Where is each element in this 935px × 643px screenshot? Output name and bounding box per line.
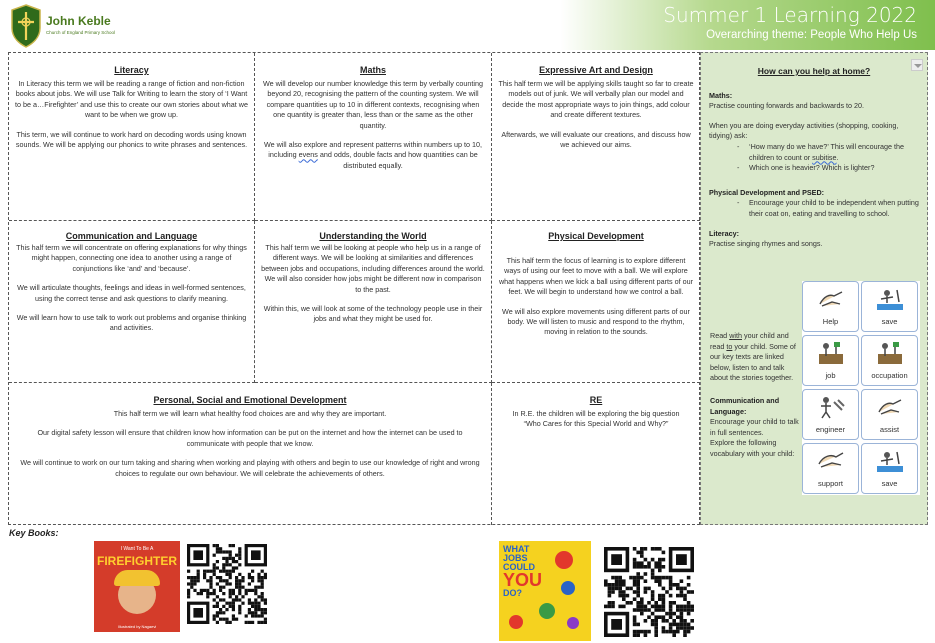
utw-section xyxy=(255,221,492,383)
list-item: - ‘How many do we have?’ This will encourage the children to count or subitise. xyxy=(709,142,919,163)
home-question-list xyxy=(709,142,919,174)
spellcheck-word: evens xyxy=(298,150,318,160)
communication-text-3: We will learn how to use talk to work out problems and organise thinking and activities. xyxy=(16,313,247,333)
pd-text-2: We will also explore movements using different parts of our body. We will listen to music and respond to the rhythm, moving in relation to the sounds. xyxy=(502,306,690,337)
vocab-engineer-card: engineer xyxy=(802,389,859,440)
psed-section xyxy=(9,383,492,525)
vocab-help-card: Help xyxy=(802,281,859,332)
vocab-save-card-2: save xyxy=(861,443,918,494)
illustration-figure-icon xyxy=(509,615,523,629)
re-section xyxy=(492,383,700,525)
home-cl-text-1: Encourage your child to talk in full sentences. xyxy=(710,417,799,437)
home-maths-text: Practise counting forwards and backwards to 20. xyxy=(709,101,865,111)
dropdown-arrow-icon[interactable] xyxy=(911,59,923,71)
school-name: John Keble xyxy=(46,14,111,28)
maths-title: Maths xyxy=(359,65,386,75)
spellcheck-word: subitise xyxy=(812,152,837,162)
pd-section xyxy=(492,221,700,383)
save-person-icon xyxy=(875,448,905,474)
vocab-occupation-card: occupation xyxy=(861,335,918,386)
maths-section xyxy=(255,53,492,221)
school-logo-icon xyxy=(10,4,42,48)
utw-title: Understanding the World xyxy=(319,231,427,241)
maths-text-2: We will also explore and represent patterns within numbers up to 10, including evens and odds, double facts and how quantities can be distributed equally. xyxy=(263,140,482,170)
curriculum-grid xyxy=(8,52,700,525)
home-literacy-text: Practise singing rhymes and songs. xyxy=(709,239,823,249)
engineer-icon xyxy=(816,394,846,420)
qr-code-icon[interactable] xyxy=(187,544,267,624)
list-item: - Encourage your child to be independent when putting their coat on, eating and travelling to school. xyxy=(709,198,919,219)
book1-top-text: I Want To Be A xyxy=(120,546,154,552)
home-cl-text-2: Explore the following vocabulary with your child: xyxy=(710,438,795,458)
utw-text-2: Within this, we will look at some of the technology people use in their jobs and what they might be used for. xyxy=(263,304,483,324)
book-cover-firefighter[interactable] xyxy=(94,541,180,632)
page-subtitle: Overarching theme: People Who Help Us xyxy=(706,29,917,41)
vocab-assist-card: assist xyxy=(861,389,918,440)
communication-section xyxy=(9,221,255,383)
firefighter-helmet-icon xyxy=(114,570,160,586)
book2-title: WHAT JOBS COULD YOU DO? xyxy=(503,544,543,598)
ead-text-1: This half term we will be applying skills taught so far to create models out of junk. We will verbally plan our model and decide the most appropriate ways to join things, add colour and create different textures. xyxy=(498,79,694,120)
assist-hands-icon xyxy=(875,394,905,420)
communication-text-1: This half term we will concentrate on offering explanations for why things might happen, connecting one idea to another using a range of conjunctions like ‘and’ and ‘because’. xyxy=(16,243,247,273)
key-books-label: Key Books: xyxy=(9,528,59,538)
page-header xyxy=(0,0,935,52)
ead-text-2: Afterwards, we will evaluate our creations, and discuss how we achieved our aims. xyxy=(501,129,691,150)
book1-title: FIREFIGHTER xyxy=(97,554,177,568)
home-maths-label: Maths: xyxy=(709,90,733,100)
literacy-text-1: In Literacy this term we will be reading a range of fiction and non-fiction books about jobs. We will use Talk for Writing to learn the story of ‘I Want to be a…Firefighter’ and use this to create our own stories about what we want to be when we grow up. xyxy=(15,79,248,120)
re-title: RE xyxy=(589,395,603,405)
support-hands-icon xyxy=(816,448,846,474)
home-everyday-text: When you are doing everyday activities (shopping, cooking, tidying) ask: xyxy=(709,120,899,141)
page-title: Summer 1 Learning 2022 xyxy=(663,3,917,27)
re-text: In R.E. the children will be exploring the big question “Who Cares for this Special World and Why?” xyxy=(512,409,680,429)
maths-text-1: We will develop our number knowledge this term by verbally counting beyond 20, recognising the pattern of the counting system. We will compare quantities up to 10 in different contexts, recognising when one quantity is greater than, less than or the same as the other quantity. xyxy=(263,79,483,130)
psed-text-3: We will continue to work on our turn taking and sharing when working and playing with others and begin to use our knowledge of right and wrong choices to regulate our own behaviour. We will celebrate the achievements of others. xyxy=(20,458,480,478)
home-help-title: How can you help at home? xyxy=(757,66,871,76)
help-hands-icon xyxy=(816,286,846,312)
illustration-figure-icon xyxy=(539,603,555,619)
illustration-figure-icon xyxy=(561,581,575,595)
vocab-support-card: support xyxy=(802,443,859,494)
utw-text-1: This half term we will be looking at people who help us in a range of different ways. We will be looking at similarities and differences between jobs and occupations, including differences around the world. We will also consider how jobs might be different now in comparison to the past. xyxy=(261,243,485,294)
vocabulary-symbols xyxy=(802,281,920,495)
vocab-job-card: job xyxy=(802,335,859,386)
school-subtitle: Church of England Primary School xyxy=(46,30,116,35)
literacy-section xyxy=(9,53,255,221)
psed-text-1: This half term we will learn what healthy food choices are and why they are important. xyxy=(113,409,387,418)
occupation-worker-icon xyxy=(875,340,905,366)
communication-title: Communication and Language xyxy=(65,231,198,241)
home-psed-label: Physical Development and PSED: xyxy=(709,187,825,197)
book1-author: Illustrated by Nagaevi xyxy=(117,624,157,629)
ead-section xyxy=(492,53,700,221)
literacy-title: Literacy xyxy=(114,65,149,75)
job-worker-icon xyxy=(816,340,846,366)
home-cl-label: Communication and Language: xyxy=(710,395,780,416)
illustration-figure-icon xyxy=(555,551,573,569)
book-cover-what-jobs[interactable] xyxy=(499,541,591,641)
communication-text-2: We will articulate thoughts, feelings and ideas in well-formed sentences, using the correct tense and ask questions to clarify meaning. xyxy=(17,283,246,303)
psed-text-2: Our digital safety lesson will ensure that children know how information can be put on the internet and how the internet can be used to communicate with people that we know. xyxy=(37,428,463,448)
save-person-icon xyxy=(875,286,905,312)
home-help-panel xyxy=(700,52,928,525)
psed-title: Personal, Social and Emotional Development xyxy=(153,395,347,405)
pd-title: Physical Development xyxy=(548,231,644,241)
pd-text-1: This half term the focus of learning is to explore different ways of using our feet to move with a ball. We will explore what happens when we kick a ball using different parts of our feet. We will begin to understand how we control a ball. xyxy=(498,256,694,297)
title-banner xyxy=(560,0,935,50)
qr-code-icon[interactable] xyxy=(604,547,694,637)
illustration-figure-icon xyxy=(567,617,579,629)
ead-title: Expressive Art and Design xyxy=(539,65,653,75)
list-item: - Which one is heavier? Which is lighter? xyxy=(709,163,919,174)
home-literacy-label: Literacy: xyxy=(709,228,739,238)
literacy-text-2: This term, we will continue to work hard on decoding words using known sounds. We will be applying our phonics to write phrases and sentences. xyxy=(15,129,248,150)
home-reading-text: Read with your child and read to your child. Some of our key texts are linked below, listen to and talk about the stories together. Communication and Language: Encourage your child to talk in full sentences. Explore the following vocabulary with your child: xyxy=(710,331,802,460)
vocab-save-card: save xyxy=(861,281,918,332)
